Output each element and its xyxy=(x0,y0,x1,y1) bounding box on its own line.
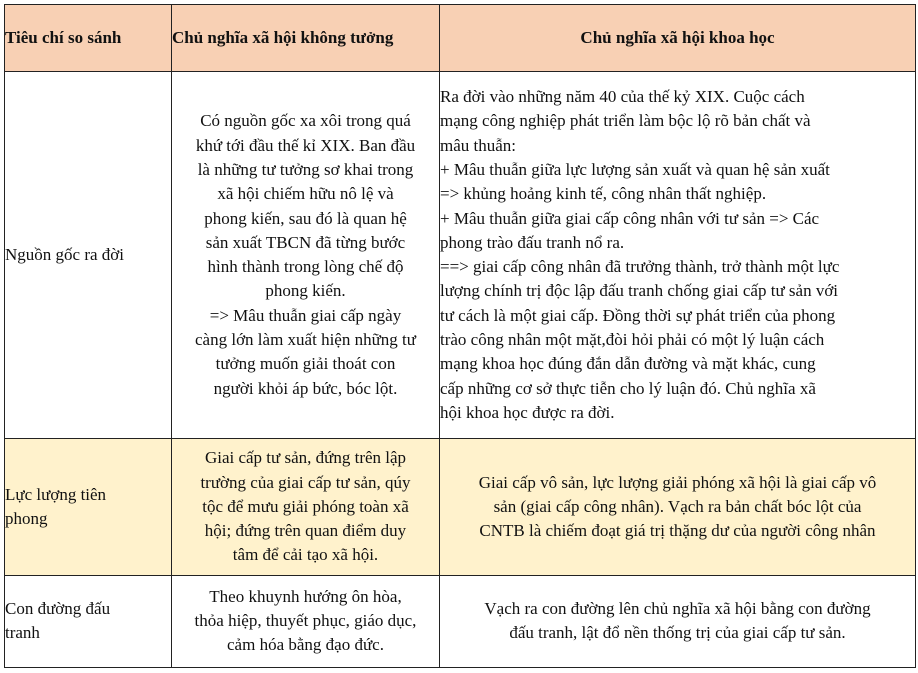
header-criteria: Tiêu chí so sánh xyxy=(5,5,172,72)
text-line: ==> giai cấp công nhân đã trưởng thành, trở thành một lực xyxy=(440,257,840,277)
table-row-vanguard xyxy=(5,439,916,575)
criterion-struggle xyxy=(5,575,172,667)
text-line: => Mâu thuẫn giai cấp ngày xyxy=(209,305,402,325)
text-line: xã hội chiếm hữu nô lệ và xyxy=(217,184,394,204)
text-line: + Mâu thuẫn giữa lực lượng sản xuất và quan hệ sản xuất xyxy=(440,159,830,179)
text-line: Giai cấp vô sản, lực lượng giải phóng xã hội là giai cấp vô xyxy=(478,472,877,492)
text-line: tâm để cải tạo xã hội. xyxy=(232,545,379,565)
utopian-struggle-cell xyxy=(172,575,440,667)
table-row-struggle xyxy=(5,575,916,667)
text-line: sản (giai cấp công nhân). Vạch ra bản chất bóc lột của xyxy=(493,496,862,516)
scientific-vanguard-cell xyxy=(440,439,916,575)
text-line: là những tư tưởng sơ khai trong xyxy=(197,159,414,179)
text-line: Con đường đấu xyxy=(5,599,111,619)
scientific-struggle-cell xyxy=(440,575,916,667)
text-line: trường của giai cấp tư sản, qúy xyxy=(200,472,411,492)
utopian-origin-cell xyxy=(172,72,440,439)
text-line: lượng chính trị độc lập đấu tranh chống giai cấp tư sản với xyxy=(440,281,839,301)
text-line: Lực lượng tiên xyxy=(5,484,107,504)
text-line: hình thành trong lòng chế độ xyxy=(207,257,404,277)
text-line: tranh xyxy=(5,623,40,643)
header-scientific-socialism: Chủ nghĩa xã hội khoa học xyxy=(440,5,916,72)
text-line: CNTB là chiếm đoạt giá trị thặng dư của người công nhân xyxy=(479,521,876,541)
text-line: mạng khoa học đúng đắn dẫn đường và mặt khác, cung xyxy=(440,354,816,374)
text-line: mạng công nghiệp phát triển làm bộc lộ rõ bản chất và xyxy=(440,111,811,131)
criterion-origin xyxy=(5,72,172,439)
header-row xyxy=(5,5,916,72)
text-line: tộc để mưu giải phóng toàn xã xyxy=(202,496,409,516)
text-line: hội; đứng trên quan điểm duy xyxy=(204,521,407,541)
text-line: hội khoa học được ra đời. xyxy=(440,402,615,422)
text-line: trào công nhân một mặt,đòi hỏi phải có một lý luận cách xyxy=(440,330,825,349)
text-line: Có nguồn gốc xa xôi trong quá xyxy=(200,111,411,131)
text-line: phong kiến. xyxy=(265,281,346,301)
header-utopian-socialism: Chủ nghĩa xã hội không tưởng xyxy=(172,5,440,72)
scientific-origin-cell xyxy=(440,72,916,439)
text-line: + Mâu thuẫn giữa giai cấp công nhân với tư sản => Các xyxy=(440,208,820,228)
text-line: người khỏi áp bức, bóc lột. xyxy=(213,378,398,398)
text-line: mâu thuẫn: xyxy=(440,135,517,155)
text-line: phong xyxy=(5,508,48,528)
table-row-origin xyxy=(5,72,916,439)
utopian-vanguard-cell xyxy=(172,439,440,575)
text-line: Vạch ra con đường lên chủ nghĩa xã hội bằng con đường xyxy=(484,599,871,619)
text-line: Giai cấp tư sản, đứng trên lập xyxy=(204,448,407,468)
text-line: khứ tới đầu thế kỉ XIX. Ban đầu xyxy=(195,135,416,155)
text-line: phong kiến, sau đó là quan hệ xyxy=(204,208,407,228)
text-line: thỏa hiệp, thuyết phục, giáo dục, xyxy=(194,611,417,631)
criterion-origin-text: Nguồn gốc ra đời xyxy=(5,244,124,264)
text-line: Ra đời vào những năm 40 của thế kỷ XIX. Cuộc cách xyxy=(440,87,805,107)
text-line: càng lớn làm xuất hiện những tư xyxy=(195,330,416,349)
text-line: tưởng muốn giải thoát con xyxy=(215,354,396,374)
text-line: tư cách là một giai cấp. Đồng thời sự phát triển của phong xyxy=(440,305,836,325)
text-line: đấu tranh, lật đổ nền thống trị của giai cấp tư sản. xyxy=(509,623,846,643)
text-line: => khủng hoảng kinh tế, công nhân thất nghiệp. xyxy=(440,184,767,204)
text-line: phong trào đấu tranh nổ ra. xyxy=(440,232,625,252)
text-line: cảm hóa bằng đạo đức. xyxy=(227,635,384,655)
text-line: sản xuất TBCN đã từng bước xyxy=(205,232,406,252)
criterion-vanguard xyxy=(5,439,172,575)
comparison-table xyxy=(4,4,916,668)
text-line: cấp những cơ sở thực tiễn cho lý luận đó. Chủ nghĩa xã xyxy=(440,378,816,398)
text-line: Theo khuynh hướng ôn hòa, xyxy=(209,586,402,606)
